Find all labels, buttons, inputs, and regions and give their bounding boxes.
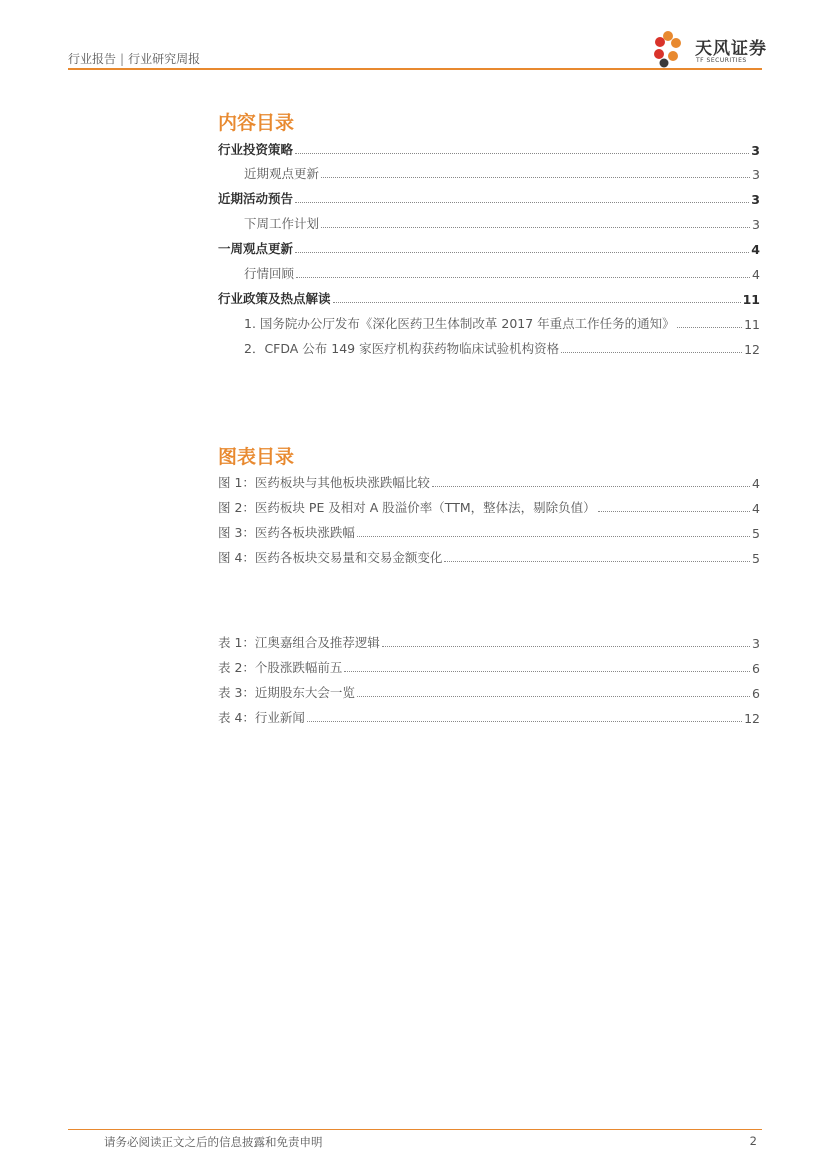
logo-chinese-name: 天风证券 (695, 39, 767, 59)
figure-item[interactable] (218, 523, 760, 541)
table-item[interactable] (218, 658, 760, 676)
leader-dots (444, 560, 750, 562)
toc-item-page: 11 (744, 317, 760, 332)
toc-item-page: 11 (742, 292, 760, 307)
toc-item[interactable] (218, 189, 760, 207)
leader-dots (295, 251, 749, 253)
toc-item-page: 4 (752, 267, 760, 282)
table-item-page: 6 (752, 686, 760, 701)
toc-item[interactable] (244, 164, 760, 182)
leader-dots (321, 176, 750, 178)
footer-disclaimer: 请务必阅读正文之后的信息披露和免责申明 (104, 1135, 323, 1149)
page-number: 2 (749, 1134, 757, 1148)
figure-item-label: 图 4：医药各板块交易量和交易金额变化 (218, 550, 443, 565)
leader-dots (677, 326, 742, 328)
toc-item[interactable] (244, 339, 760, 357)
leader-dots (344, 670, 750, 672)
table-item[interactable] (218, 683, 760, 701)
table-item-label: 表 2：个股涨跌幅前五 (218, 660, 343, 675)
toc-item-page: 3 (751, 143, 760, 158)
toc-item-page: 3 (751, 192, 760, 207)
header-subcategory: 行业研究周报 (128, 52, 201, 66)
toc-item-label: 下周工作计划 (244, 216, 320, 231)
toc-item[interactable] (244, 264, 760, 282)
figure-item-page: 5 (752, 526, 760, 541)
toc-item-label: 近期观点更新 (244, 166, 320, 181)
toc-item-page: 12 (744, 342, 760, 357)
figure-item-page: 4 (752, 501, 760, 516)
figure-item[interactable] (218, 498, 760, 516)
toc-item-label: 一周观点更新 (218, 241, 294, 256)
header-separator: | (120, 52, 125, 66)
toc-item-label: 1. 国务院办公厅发布《深化医药卫生体制改革 2017 年重点工作任务的通知》 (244, 316, 675, 331)
leader-dots (295, 201, 749, 203)
toc-item-label: 行情回顾 (244, 266, 295, 281)
leader-dots (295, 152, 749, 154)
toc-item[interactable] (244, 214, 760, 232)
toc-item-page: 3 (752, 167, 760, 182)
header-breadcrumb (68, 50, 200, 67)
header-divider (68, 68, 762, 70)
table-item-label: 表 4：行业新闻 (218, 710, 305, 725)
footer-divider (68, 1129, 762, 1130)
toc-item[interactable] (218, 140, 760, 158)
figure-item-page: 5 (752, 551, 760, 566)
toc-item-label: 2．CFDA 公布 149 家医疗机构获药物临床试验机构资格 (244, 341, 560, 356)
figure-item-label: 图 3：医药各板块涨跌幅 (218, 525, 355, 540)
toc-item-label: 近期活动预告 (218, 191, 294, 206)
header-category: 行业报告 (68, 52, 117, 66)
toc-title: 内容目录 (218, 112, 295, 134)
table-item-label: 表 1：江奥嘉组合及推荐逻辑 (218, 635, 380, 650)
leader-dots (598, 510, 750, 512)
toc-item[interactable] (244, 314, 760, 332)
leader-dots (357, 535, 750, 537)
table-item-page: 12 (744, 711, 760, 726)
leader-dots (432, 485, 750, 487)
toc-item-page: 4 (751, 242, 760, 257)
toc-item-label: 行业投资策略 (218, 142, 294, 157)
leader-dots (333, 301, 741, 303)
figure-item-page: 4 (752, 476, 760, 491)
figure-item-label: 图 1：医药板块与其他板块涨跌幅比较 (218, 475, 430, 490)
leader-dots (561, 351, 742, 353)
figure-item[interactable] (218, 473, 760, 491)
toc-item-page: 3 (752, 217, 760, 232)
logo-english-name: TF SECURITIES (696, 57, 747, 64)
table-item-label: 表 3：近期股东大会一览 (218, 685, 355, 700)
toc-item-label: 行业政策及热点解读 (218, 291, 331, 306)
toc-item[interactable] (218, 289, 760, 307)
figure-item-label: 图 2：医药板块 PE 及相对 A 股溢价率（TTM，整体法，剔除负值） (218, 500, 596, 515)
table-item[interactable] (218, 633, 760, 651)
table-item-page: 3 (752, 636, 760, 651)
leader-dots (307, 720, 742, 722)
leader-dots (382, 645, 750, 647)
toc-item[interactable] (218, 239, 760, 257)
figure-item[interactable] (218, 548, 760, 566)
leader-dots (321, 226, 750, 228)
leader-dots (357, 695, 750, 697)
table-item[interactable] (218, 708, 760, 726)
table-item-page: 6 (752, 661, 760, 676)
figures-title: 图表目录 (218, 446, 295, 468)
leader-dots (296, 276, 750, 278)
